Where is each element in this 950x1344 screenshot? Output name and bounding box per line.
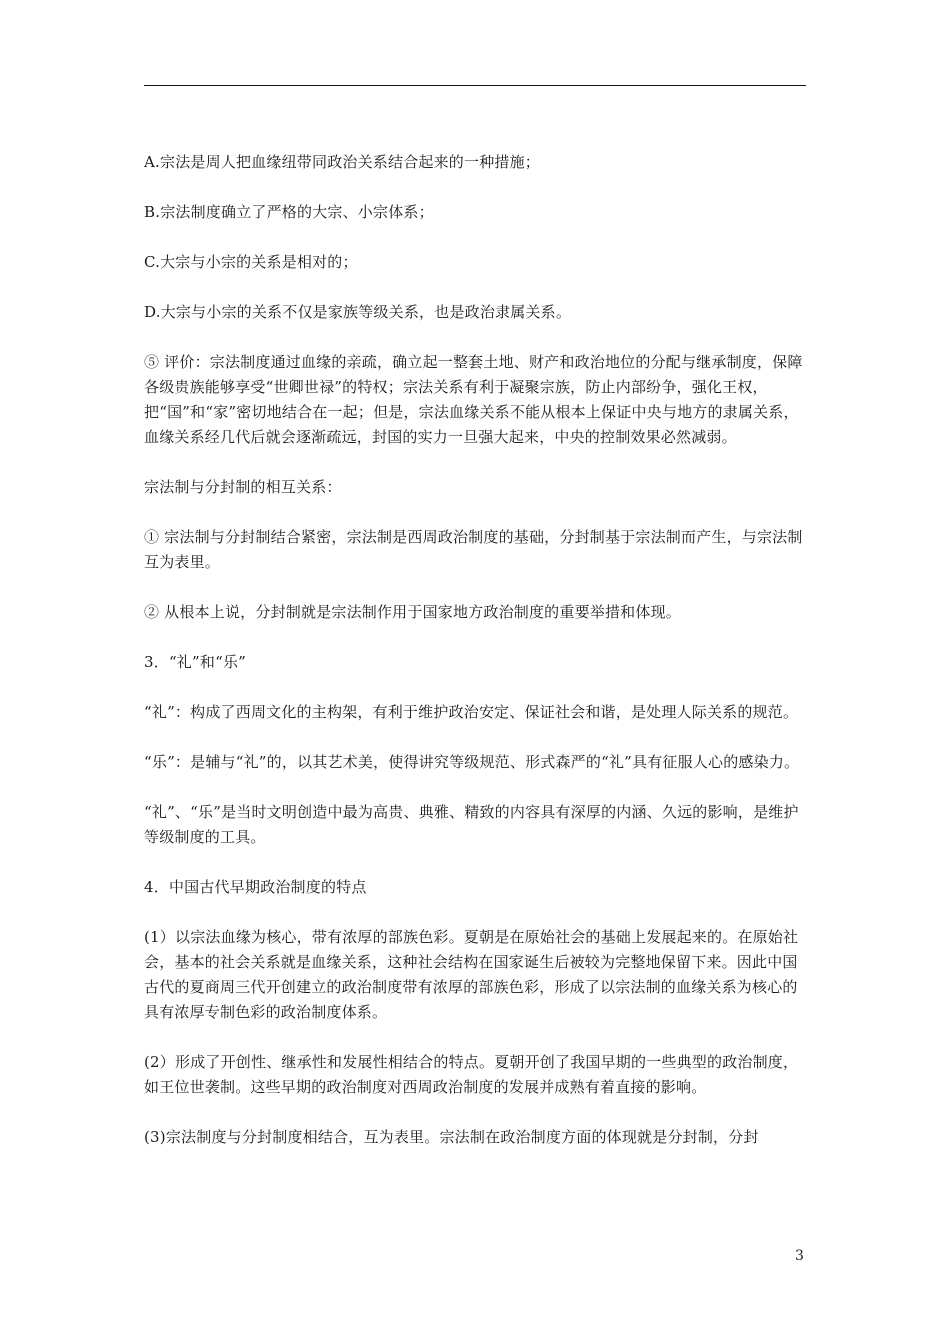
page-number: 3 bbox=[795, 1248, 804, 1264]
paragraph-b: B.宗法制度确立了严格的大宗、小宗体系； bbox=[144, 203, 434, 221]
paragraph-relation-heading: 宗法制与分封制的相互关系： bbox=[144, 478, 342, 496]
header-rule bbox=[144, 85, 806, 86]
paragraph-yue: “乐”：是辅与“礼”的，以其艺术美，使得讲究等级规范、形式森严的“礼”具有征服人心的感染力。 bbox=[144, 753, 800, 771]
paragraph-a: A.宗法是周人把血缘纽带同政治关系结合起来的一种措施； bbox=[144, 153, 541, 171]
paragraph-evaluation: ⑤ 评价：宗法制度通过血缘的亲疏，确立起一整套土地、财产和政治地位的分配与继承制度，保障各级贵族能够享受“世卿世禄”的特权；宗法关系有利于凝聚宗族，防止内部纷争，强化王权，把“国”和“家”密切地结合在一起；但是，宗法血缘关系不能从根本上保证中央与地方的隶属关系，血缘关系经几代后就会逐渐疏远，封国的实力一旦强大起来，中央的控制效果必然减弱。 bbox=[144, 353, 803, 446]
paragraph-feature-2: (2）形成了开创性、继承性和发展性相结合的特点。夏朝开创了我国早期的一些典型的政治制度，如王位世袭制。这些早期的政治制度对西周政治制度的发展并成熟有着直接的影响。 bbox=[144, 1053, 799, 1096]
paragraph-d: D.大宗与小宗的关系不仅是家族等级关系，也是政治隶属关系。 bbox=[144, 303, 572, 321]
paragraph-relation-1: ① 宗法制与分封制结合紧密，宗法制是西周政治制度的基础，分封制基于宗法制而产生，与宗法制互为表里。 bbox=[144, 528, 803, 571]
paragraph-feature-1: (1）以宗法血缘为核心，带有浓厚的部族色彩。夏朝是在原始社会的基础上发展起来的。在原始社会，基本的社会关系就是血缘关系，这种社会结构在国家诞生后被较为完整地保留下来。因此中国古代的夏商周三代开创建立的政治制度带有浓厚的部族色彩，形成了以宗法制的血缘关系为核心的具有浓厚专制色彩的政治制度体系。 bbox=[144, 928, 799, 1021]
paragraph-feature-3: (3)宗法制度与分封制度相结合，互为表里。宗法制在政治制度方面的体现就是分封制，分封 bbox=[144, 1128, 759, 1146]
paragraph-li: “礼”：构成了西周文化的主构架，有利于维护政治安定、保证社会和谐，是处理人际关系的规范。 bbox=[144, 703, 799, 721]
paragraph-c: C.大宗与小宗的关系是相对的； bbox=[144, 253, 358, 271]
paragraph-li-yue: “礼”、“乐”是当时文明创造中最为高贵、典雅、精致的内容具有深厚的内涵、久远的影响，是维护等级制度的工具。 bbox=[144, 803, 799, 846]
paragraph-relation-2: ② 从根本上说，分封制就是宗法制作用于国家地方政治制度的重要举措和体现。 bbox=[144, 603, 681, 621]
document-body bbox=[144, 150, 808, 1175]
section-heading-4: 4．中国古代早期政治制度的特点 bbox=[144, 878, 367, 896]
section-heading-3: 3．“礼”和“乐” bbox=[144, 653, 247, 671]
